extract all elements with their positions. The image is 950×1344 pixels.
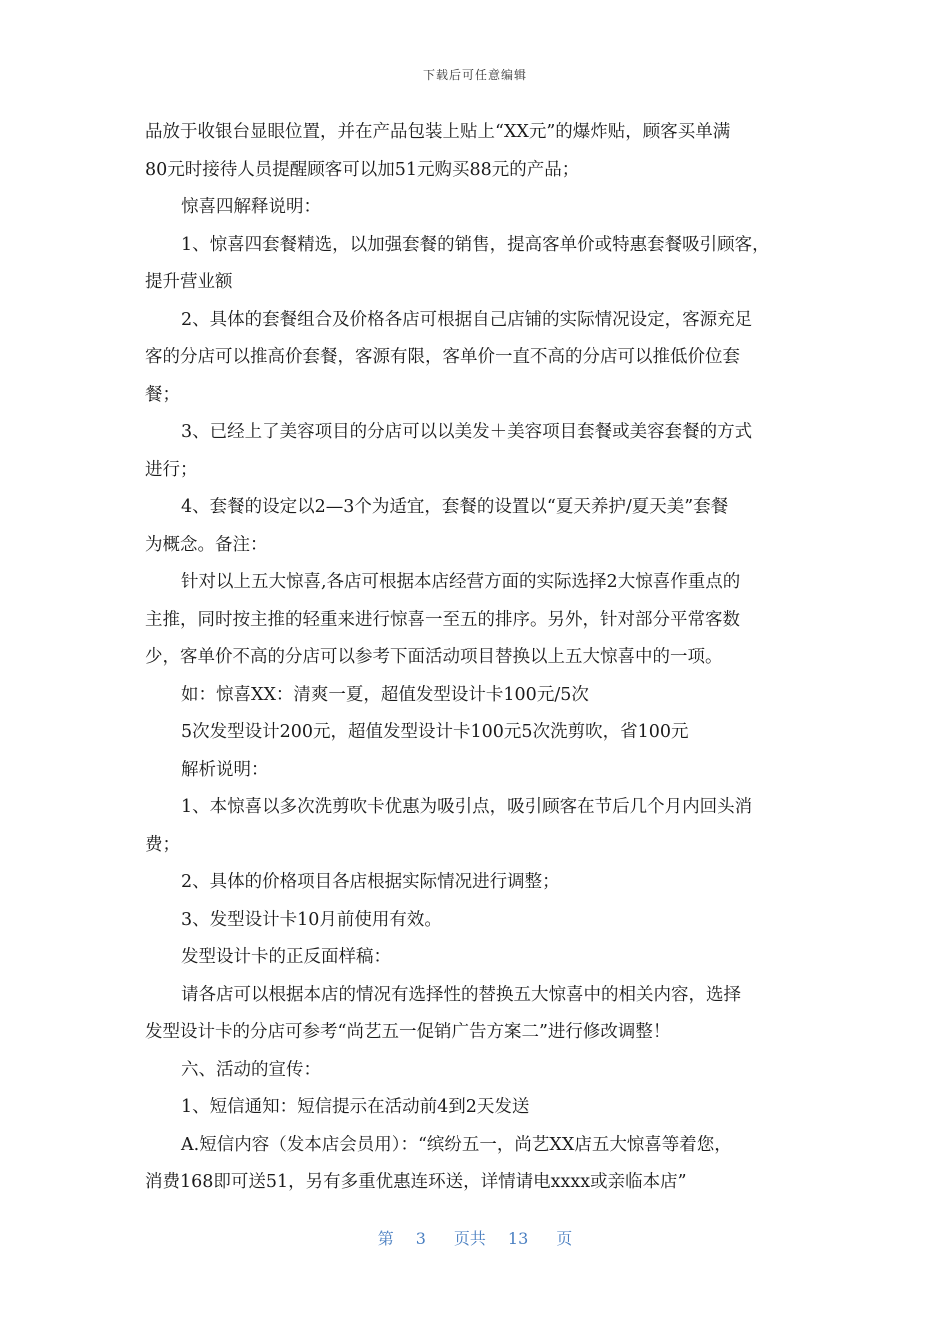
body-line: 主推，同时按主推的轻重来进行惊喜一至五的排序。另外，针对部分平常客数	[145, 609, 740, 630]
body-line: 请各店可以根据本店的情况有选择性的替换五大惊喜中的相关内容，选择	[181, 984, 741, 1005]
footer-total-pages: 13	[507, 1229, 529, 1248]
body-line: 费；	[145, 834, 180, 855]
body-line: 为概念。备注：	[145, 534, 268, 555]
body-line: 少，客单价不高的分店可以参考下面活动项目替换以上五大惊喜中的一项。	[145, 647, 723, 667]
footer-page-number: 3	[415, 1229, 426, 1248]
body-line: 针对以上五大惊喜,各店可根据本店经营方面的实际选择2大惊喜作重点的	[181, 572, 741, 592]
body-line: 餐；	[145, 384, 180, 405]
body-line: 发型设计卡的正反面样稿：	[181, 947, 391, 967]
body-line: 5次发型设计200元，超值发型设计卡100元5次洗剪吹，省100元	[181, 722, 689, 742]
body-line: 客的分店可以推高价套餐，客源有限，客单价一直不高的分店可以推低价位套	[145, 347, 740, 367]
body-line: 提升营业额	[145, 272, 233, 292]
body-line: 六、活动的宣传：	[181, 1059, 321, 1080]
body-line: 80元时接待人员提醒顾客可以加51元购买88元的产品；	[145, 159, 580, 180]
body-line: 解析说明：	[181, 759, 269, 780]
body-line: A.短信内容（发本店会员用）：“缤纷五一，尚艺XX店五大惊喜等着您，	[181, 1134, 732, 1155]
body-line: 1、短信通知：短信提示在活动前4到2天发送	[181, 1097, 530, 1117]
body-line: 3、已经上了美容项目的分店可以以美发＋美容项目套餐或美容套餐的方式	[181, 422, 753, 442]
footer-page-suffix: 页	[556, 1229, 573, 1248]
document-body	[145, 114, 817, 1202]
page-header: 下载后可任意编辑	[422, 68, 527, 82]
body-line: 进行；	[145, 459, 198, 480]
body-line: 2、具体的价格项目各店根据实际情况进行调整；	[181, 872, 560, 892]
body-line: 品放于收银台显眼位置，并在产品包装上贴上“XX元”的爆炸贴，顾客买单满	[145, 122, 731, 142]
body-line: 发型设计卡的分店可参考“尚艺五一促销广告方案二”进行修改调整！	[145, 1022, 671, 1042]
body-line: 消费168即可送51，另有多重优惠连环送，详情请电xxxx或亲临本店”	[145, 1172, 687, 1192]
body-line: 惊喜四解释说明：	[181, 197, 321, 217]
body-line: 3、发型设计卡10月前使用有效。	[181, 909, 442, 930]
body-line: 2、具体的套餐组合及价格各店可根据自己店铺的实际情况设定，客源充足	[181, 309, 753, 330]
body-line: 1、本惊喜以多次洗剪吹卡优惠为吸引点，吸引顾客在节后几个月内回头消	[181, 797, 753, 817]
footer-page-word: 第	[377, 1229, 394, 1248]
body-line: 1、惊喜四套餐精选，以加强套餐的销售，提高客单价或特惠套餐吸引顾客，	[181, 234, 770, 255]
page-footer	[0, 1226, 950, 1249]
body-line: 4、套餐的设定以2—3个为适宜，套餐的设置以“夏天养护/夏天美”套餐	[181, 497, 729, 517]
body-line: 如：惊喜XX：清爽一夏，超值发型设计卡100元/5次	[181, 684, 589, 705]
footer-total-word: 页共	[453, 1229, 486, 1248]
